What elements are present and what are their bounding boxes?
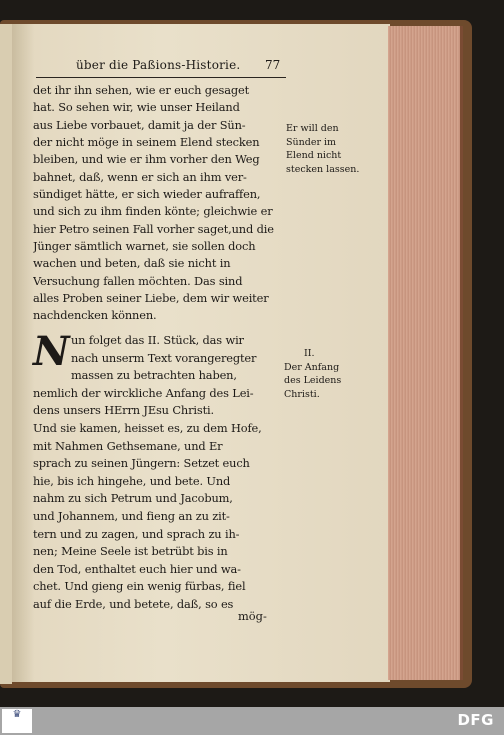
margin-line: Sünder im — [286, 136, 337, 148]
page-edges — [388, 26, 463, 680]
text-line: tern und zu zagen, und sprach zu ih- — [33, 526, 240, 541]
text-line: und sich zu ihm finden könte; gleichwie er — [33, 204, 273, 219]
text-line: Versuchung fallen möchten. Das sind — [33, 273, 243, 288]
library-logo — [2, 709, 32, 733]
drop-initial: N — [33, 328, 70, 375]
text-line: bahnet, daß, wenn er sich an ihm ver- — [33, 169, 247, 184]
text-line: Und sie kamen, heisset es, zu dem Hofe, — [33, 420, 262, 435]
margin-line: Christi. — [284, 388, 320, 400]
margin-line: stecken lassen. — [286, 163, 360, 175]
text-line: det ihr ihn sehen, wie er euch gesaget — [33, 83, 250, 97]
paragraph-2 — [33, 328, 283, 614]
margin-line: Elend nicht — [286, 150, 342, 161]
library-crest-icon: ♛ — [12, 709, 22, 720]
dfg-logo: DFG — [457, 711, 494, 729]
text-line: hie, bis ich hingehe, und bete. Und — [33, 473, 231, 488]
text-line: hier Petro seinen Fall vorher saget,und die — [33, 221, 274, 236]
running-header — [0, 58, 390, 78]
text-line: und Johannem, und fieng an zu zit- — [33, 508, 230, 523]
text-line: hat. So sehen wir, wie unser Heiland — [33, 100, 240, 115]
paragraph-1 — [33, 82, 283, 325]
page-number: 77 — [265, 58, 281, 72]
catchword: mög- — [238, 609, 267, 623]
text-line: chet. Und gieng ein wenig fürbas, fiel — [33, 579, 246, 594]
margin-line: II. — [304, 348, 315, 359]
margin-line: Der Anfang — [284, 361, 340, 373]
text-line: auf die Erde, und betete, daß, so es — [33, 596, 234, 611]
text-line: sündiget hätte, er sich wieder aufraffen, — [33, 187, 261, 202]
viewer-footer-bar — [0, 707, 504, 735]
margin-line: Er will den — [286, 123, 339, 134]
facing-page-edge — [0, 24, 12, 684]
text-line: aus Liebe vorbauet, damit ja der Sün- — [33, 117, 246, 132]
text-line: der nicht möge in seinem Elend stecken — [33, 135, 260, 150]
text-line: den Tod, enthaltet euch hier und wa- — [33, 561, 241, 576]
header-rule — [36, 77, 286, 78]
marginal-note-2 — [284, 347, 341, 401]
text-line: bleiben, und wie er ihm vorher den Weg — [33, 152, 260, 167]
marginal-note-1 — [286, 122, 359, 176]
text-line: nen; Meine Seele ist betrübt bis in — [33, 544, 228, 559]
text-line: alles Proben seiner Liebe, dem wir weiter — [33, 291, 269, 306]
text-line: nahm zu sich Petrum und Jacobum, — [33, 491, 233, 506]
margin-line: des Leidens — [284, 375, 342, 386]
text-line: un folget das II. Stück, das wir — [71, 333, 244, 347]
text-line: nachdencken können. — [33, 308, 157, 323]
running-title: über die Paßions-Historie. — [76, 58, 241, 72]
text-line: nemlich der wirckliche Anfang des Lei- — [33, 385, 254, 400]
text-line: mit Nahmen Gethsemane, und Er — [33, 438, 223, 453]
text-line: dens unsers HErrn JEsu Christi. — [33, 403, 214, 418]
text-line: nach unserm Text vorangeregter — [71, 350, 257, 365]
text-line: sprach zu seinen Jüngern: Setzet euch — [33, 456, 250, 471]
text-line: Jünger sämtlich warnet, sie sollen doch — [33, 239, 256, 254]
text-line: wachen und beten, daß sie nicht in — [33, 256, 231, 271]
text-line: massen zu betrachten haben, — [71, 368, 237, 383]
